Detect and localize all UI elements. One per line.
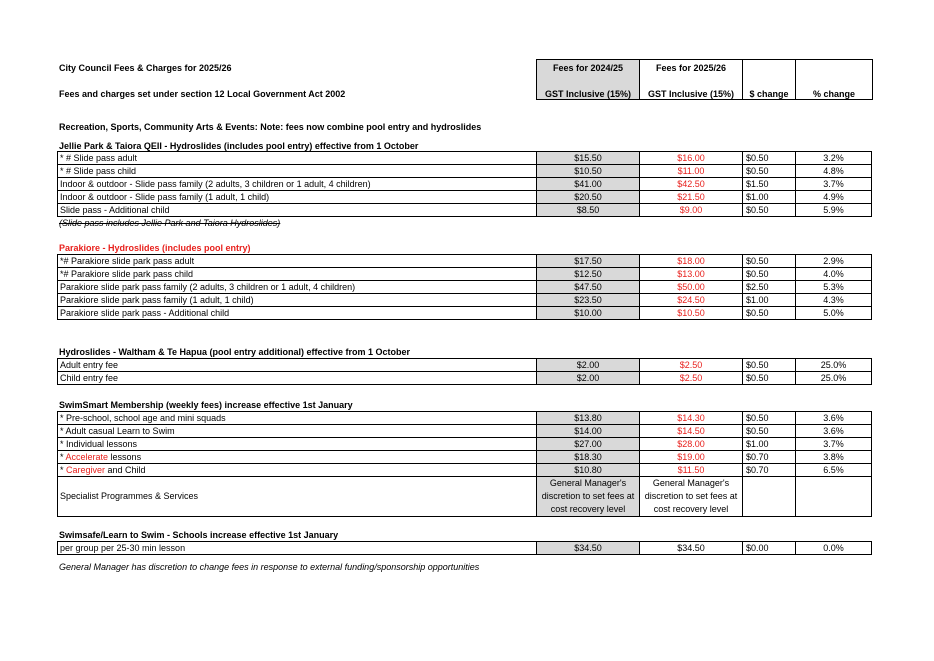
table-row (58, 412, 872, 425)
desc: Indoor & outdoor - Slide pass family (1 adult, 1 child) (58, 191, 537, 204)
fee-2024: $2.00 (537, 372, 640, 385)
header-2024-line1: Fees for 2024/25 (552, 63, 624, 73)
change: $1.00 (743, 191, 796, 204)
table-row (58, 425, 872, 438)
desc: Specialist Programmes & Services (58, 477, 537, 517)
table-row (58, 359, 872, 372)
pct-change: 3.8% (796, 451, 872, 464)
fee-2025: $11.50 (640, 464, 743, 477)
desc: Parakiore slide park pass - Additional child (58, 307, 537, 320)
change: $0.50 (743, 372, 796, 385)
desc-suffix: and Child (105, 465, 146, 475)
footnote: General Manager has discretion to change fees in response to external funding/sponsorship opportunities (59, 562, 480, 572)
change: $0.50 (743, 204, 796, 217)
section-title-swimsafe: Swimsafe/Learn to Swim - Schools increase effective 1st January (59, 530, 339, 540)
change: $0.50 (743, 359, 796, 372)
fee-2025: $13.00 (640, 268, 743, 281)
change: $2.50 (743, 281, 796, 294)
header-2025-line2: GST Inclusive (15%) (647, 89, 735, 99)
pct-change: 3.7% (796, 438, 872, 451)
desc: Adult entry fee (58, 359, 537, 372)
slide-pass-note: (Slide pass includes Jellie Park and Taiora Hydroslides) (59, 218, 281, 228)
fee-2025: $50.00 (640, 281, 743, 294)
change: $0.00 (743, 542, 796, 555)
pct-change: 6.5% (796, 464, 872, 477)
fee-2024: $2.00 (537, 359, 640, 372)
change: $0.50 (743, 425, 796, 438)
section-title-waltham: Hydroslides - Waltham & Te Hapua (pool entry additional) effective from 1 October (59, 347, 411, 357)
fee-2024: $10.50 (537, 165, 640, 178)
desc: * # Slide pass adult (58, 152, 537, 165)
header-2025-line1: Fees for 2025/26 (655, 63, 727, 73)
table-row (58, 268, 872, 281)
table-row (58, 477, 872, 517)
fee-2025: $2.50 (640, 359, 743, 372)
pct-change: 5.3% (796, 281, 872, 294)
fee-2025: $28.00 (640, 438, 743, 451)
desc: * Pre-school, school age and mini squads (58, 412, 537, 425)
change: $0.70 (743, 464, 796, 477)
page-subtitle: Fees and charges set under section 12 Local Government Act 2002 (59, 89, 346, 99)
table-row (58, 281, 872, 294)
pct-change: 4.8% (796, 165, 872, 178)
desc: *# Parakiore slide park pass adult (58, 255, 537, 268)
desc: * # Slide pass child (58, 165, 537, 178)
pct-change (796, 477, 872, 517)
change: $0.50 (743, 255, 796, 268)
fee-2025: $19.00 (640, 451, 743, 464)
change: $1.00 (743, 294, 796, 307)
pct-change: 4.3% (796, 294, 872, 307)
fee-2025: General Manager's discretion to set fees at cost recovery level (640, 477, 743, 517)
table-swimsafe (57, 541, 872, 555)
desc-highlight: Caregiver (66, 465, 106, 475)
pct-change: 4.9% (796, 191, 872, 204)
desc-prefix: * (60, 452, 66, 462)
fee-2025: $16.00 (640, 152, 743, 165)
table-row (58, 255, 872, 268)
section-title-jellie: Jellie Park & Taiora QEII - Hydroslides (includes pool entry) effective from 1 October (59, 141, 419, 151)
pct-change: 3.6% (796, 412, 872, 425)
fee-2024: $18.30 (537, 451, 640, 464)
desc: Child entry fee (58, 372, 537, 385)
desc: Slide pass - Additional child (58, 204, 537, 217)
change: $0.50 (743, 152, 796, 165)
pct-change: 3.7% (796, 178, 872, 191)
desc (58, 464, 537, 477)
pct-change: 5.0% (796, 307, 872, 320)
desc: *# Parakiore slide park pass child (58, 268, 537, 281)
fee-2025: $14.30 (640, 412, 743, 425)
fee-2024: $10.80 (537, 464, 640, 477)
pct-change: 2.9% (796, 255, 872, 268)
fee-2024: $17.50 (537, 255, 640, 268)
table-row (58, 152, 872, 165)
table-parakiore (57, 254, 872, 320)
table-row (58, 294, 872, 307)
fee-2024: $23.50 (537, 294, 640, 307)
desc-highlight: Accelerate (65, 452, 109, 462)
desc: Indoor & outdoor - Slide pass family (2 adults, 3 children or 1 adult, 4 children) (58, 178, 537, 191)
fee-2025: $18.00 (640, 255, 743, 268)
desc-suffix: lessons (108, 452, 142, 462)
fee-2024: $34.50 (537, 542, 640, 555)
fee-2025: $11.00 (640, 165, 743, 178)
fee-2025: $10.50 (640, 307, 743, 320)
change (743, 477, 796, 517)
fee-2024: $8.50 (537, 204, 640, 217)
fee-2024: $13.80 (537, 412, 640, 425)
section-title-swimsmart: SwimSmart Membership (weekly fees) increase effective 1st January (59, 400, 353, 410)
table-row (58, 372, 872, 385)
table-swimsmart (57, 411, 872, 517)
table-row (58, 451, 872, 464)
fee-2025: $9.00 (640, 204, 743, 217)
fee-2024: $27.00 (537, 438, 640, 451)
page-title: City Council Fees & Charges for 2025/26 (59, 63, 232, 73)
fee-2024: $41.00 (537, 178, 640, 191)
pct-change: 3.6% (796, 425, 872, 438)
table-row (58, 464, 872, 477)
fee-2024: $47.50 (537, 281, 640, 294)
pct-change: 0.0% (796, 542, 872, 555)
table-row (58, 191, 872, 204)
desc: Parakiore slide park pass family (2 adults, 3 children or 1 adult, 4 children) (58, 281, 537, 294)
change: $0.50 (743, 268, 796, 281)
table-row (58, 178, 872, 191)
change: $0.50 (743, 307, 796, 320)
fee-2024: $20.50 (537, 191, 640, 204)
change: $0.70 (743, 451, 796, 464)
header-change: $ change (749, 89, 789, 99)
change: $0.50 (743, 165, 796, 178)
fee-2025: $14.50 (640, 425, 743, 438)
header-pct: % change (812, 89, 855, 99)
desc: * Adult casual Learn to Swim (58, 425, 537, 438)
fee-2025: $42.50 (640, 178, 743, 191)
change: $1.00 (743, 438, 796, 451)
intro-note: Recreation, Sports, Community Arts & Events: Note: fees now combine pool entry and hydroslides (59, 122, 482, 132)
fee-2024: $14.00 (537, 425, 640, 438)
table-row (58, 307, 872, 320)
pct-change: 25.0% (796, 359, 872, 372)
desc: per group per 25-30 min lesson (58, 542, 537, 555)
desc: Parakiore slide park pass family (1 adult, 1 child) (58, 294, 537, 307)
fee-2025: $21.50 (640, 191, 743, 204)
pct-change: 5.9% (796, 204, 872, 217)
fee-2025: $2.50 (640, 372, 743, 385)
fee-2024: $10.00 (537, 307, 640, 320)
desc: * Individual lessons (58, 438, 537, 451)
fee-2024: General Manager's discretion to set fees at cost recovery level (537, 477, 640, 517)
table-waltham (57, 358, 872, 385)
fee-2025: $34.50 (640, 542, 743, 555)
table-row (58, 438, 872, 451)
desc-prefix: * (60, 465, 67, 475)
change: $1.50 (743, 178, 796, 191)
pct-change: 3.2% (796, 152, 872, 165)
desc (58, 451, 537, 464)
table-row (58, 165, 872, 178)
change: $0.50 (743, 412, 796, 425)
fee-2024: $12.50 (537, 268, 640, 281)
header-2024-line2: GST Inclusive (15%) (544, 89, 632, 99)
table-jellie (57, 151, 872, 217)
section-title-parakiore: Parakiore - Hydroslides (includes pool entry) (59, 243, 251, 253)
pct-change: 25.0% (796, 372, 872, 385)
fee-2025: $24.50 (640, 294, 743, 307)
pct-change: 4.0% (796, 268, 872, 281)
fee-2024: $15.50 (537, 152, 640, 165)
table-row (58, 204, 872, 217)
table-row (58, 542, 872, 555)
